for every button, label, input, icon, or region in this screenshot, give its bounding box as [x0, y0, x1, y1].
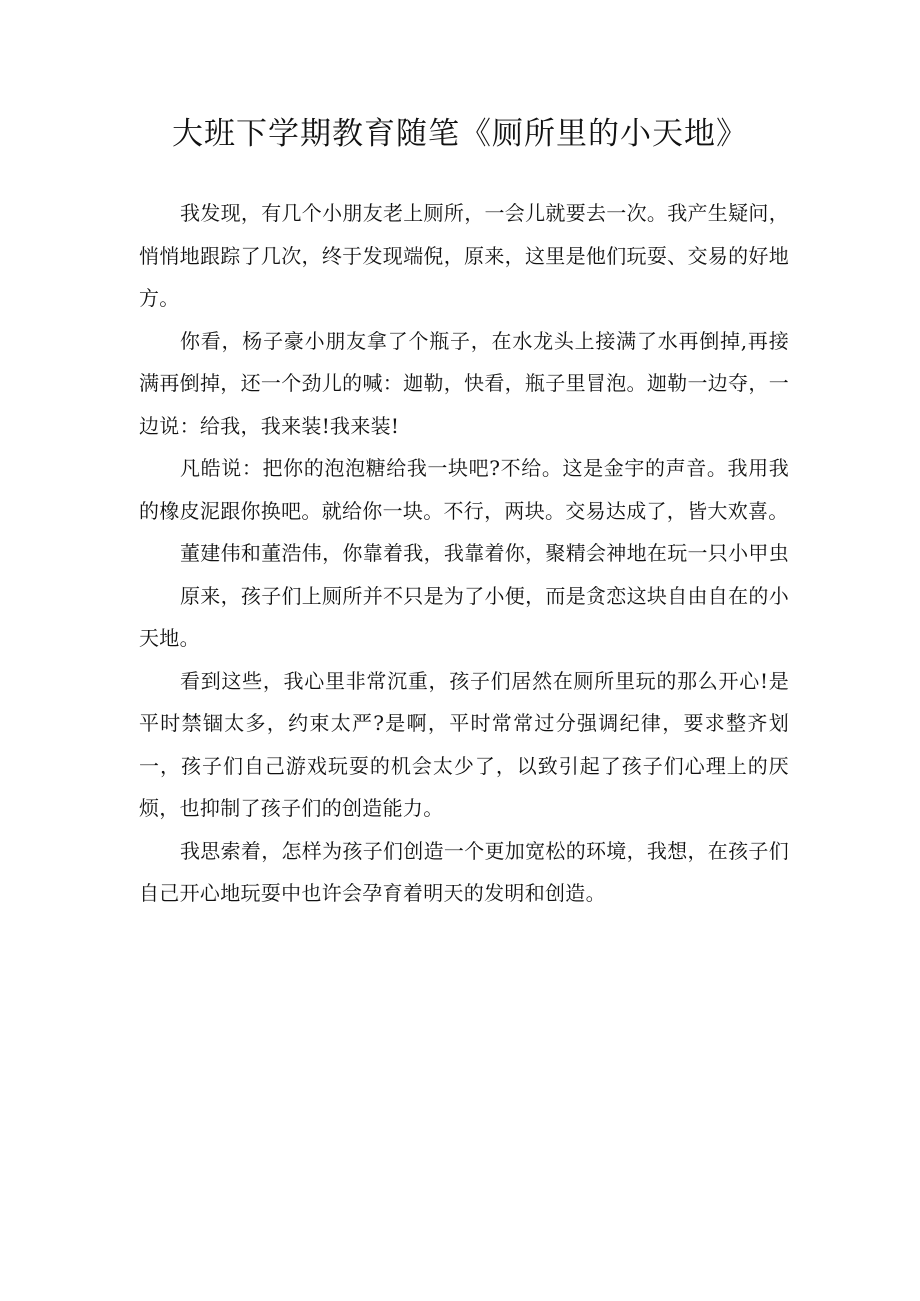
paragraph-2: 你看，杨子豪小朋友拿了个瓶子，在水龙头上接满了水再倒掉,再接满再倒掉，还一个劲儿的喊：迦勒，快看，瓶子里冒泡。迦勒一边夺，一边说：给我，我来装!我来装!: [139, 328, 789, 438]
paragraph-1: 我发现，有几个小朋友老上厕所，一会儿就要去一次。我产生疑问，悄悄地跟踪了几次，终于发现端倪，原来，这里是他们玩耍、交易的好地方。: [139, 201, 789, 310]
document-title: 大班下学期教育随笔《厕所里的小天地》: [172, 116, 748, 152]
paragraph-4: 董建伟和董浩伟，你靠着我，我靠着你，聚精会神地在玩一只小甲虫: [180, 541, 789, 565]
paragraph-5: 原来，孩子们上厕所并不只是为了小便，而是贪恋这块自由自在的小天地。: [139, 583, 789, 650]
document-body: [139, 192, 789, 915]
paragraph-6: 看到这些，我心里非常沉重，孩子们居然在厕所里玩的那么开心!是平时禁锢太多，约束太严?是啊，平时常常过分强调纪律，要求整齐划一，孩子们自己游戏玩耍的机会太少了，以致引起了孩子们心理上的厌烦，也抑制了孩子们的创造能力。: [139, 668, 789, 820]
paragraph-3: 凡皓说：把你的泡泡糖给我一块吧?不给。这是金宇的声音。我用我的橡皮泥跟你换吧。就给你一块。不行，两块。交易达成了，皆大欢喜。: [139, 456, 789, 523]
paragraph-7: 我思索着，怎样为孩子们创造一个更加宽松的环境，我想，在孩子们自己开心地玩耍中也许会孕育着明天的发明和创造。: [139, 838, 789, 905]
